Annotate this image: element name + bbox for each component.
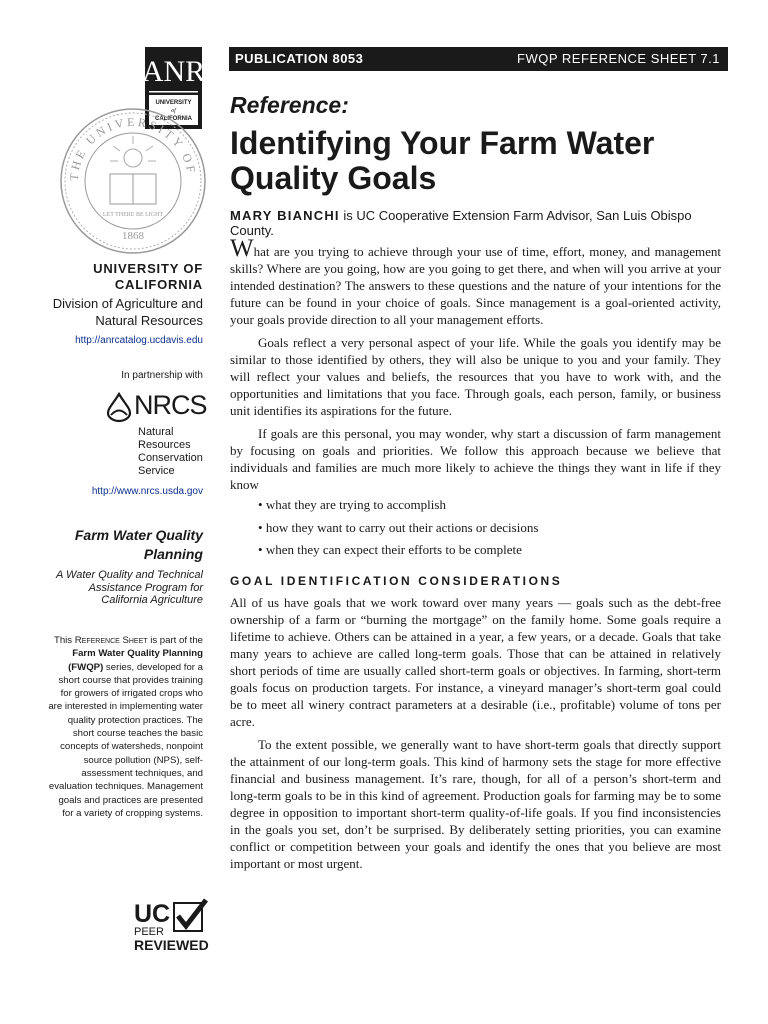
nrcs-line-1: Natural [138, 426, 174, 438]
section-heading: GOAL IDENTIFICATION CONSIDERATIONS [230, 574, 563, 588]
reference-sheet-number: FWQP REFERENCE SHEET 7.1 [517, 51, 720, 66]
paragraph-5: To the extent possible, we generally want to have short-term goals that directly support the attainment of our long-term goals. This kind of harmony sets the stage for more effective financial and business management. It’s rare, though, for all of a person’s short-term and long-term goals to be in this kind of agreement. Production goals for farming may be to some degree in opposition to important short-term quality-of-life goals. If you find inconsistencies in the goals you set, don’t be surprised. By deliberately setting priorities, you can examine conflict or competition between your goals and identify the ones that you believe are most important or most urgent. [230, 737, 721, 871]
nrcs-link[interactable]: http://www.nrcs.usda.gov [91, 486, 203, 497]
logo-text: ANR [141, 55, 206, 88]
blurb-text-c: series, developed for a short course that provides training for growers of irrigated crops who are interested in implementing water quality protection practices. The short course teaches the basic concepts of watersheds, nonpoint source pollution (NPS), self-assessment techniques, and evaluation techniques. Management goals and practices are presented for a variety of cropping systems. [48, 661, 203, 819]
author-line [230, 208, 730, 238]
author-name: MARY BIANCHI [230, 208, 340, 223]
list-item: • how they want to carry out their actions or decisions [258, 519, 721, 536]
program-title: Farm Water Quality Planning [74, 527, 203, 562]
main-body [230, 235, 721, 872]
nrcs-line-4: Service [138, 465, 175, 477]
paragraph-1 [230, 235, 721, 328]
nrcs-logo [105, 390, 205, 480]
logo-sub-3: CALIFORNIA [155, 116, 192, 122]
peer-line-2: PEER [134, 926, 164, 938]
publication-number: PUBLICATION 8053 [235, 51, 364, 66]
publication-bar [229, 47, 728, 71]
series-blurb [48, 634, 203, 820]
nrcs-wordmark: NRCS [134, 390, 207, 420]
blurb-text-a: This [53, 635, 75, 646]
uc-peer-reviewed-badge [134, 898, 216, 954]
logo-sub-2: of [171, 108, 176, 114]
program-subtitle: A Water Quality and Technical Assistance Program for California Agriculture [56, 569, 203, 606]
peer-line-1: UC [134, 900, 171, 928]
blurb-text-b: is part of the [147, 635, 203, 646]
list-item: • what they are trying to accomplish [258, 496, 721, 513]
paragraph-1-text: hat are you trying to achieve through your use of time, effort, money, and management skills? Where are you going, how are you going to get there, and when will you arrive at your intended destination? The answers to these questions and the nature of your intentions for the future can be found in your choice of goals. Since management is a goal-oriented activity, your goals provide direction to all your management efforts. [230, 244, 721, 327]
logo-sub-1: UNIVERSITY [155, 100, 192, 106]
seal-motto: LET THERE BE LIGHT [102, 212, 164, 218]
sidebar-university: UNIVERSITY OF CALIFORNIA [93, 261, 203, 292]
peer-line-3: REVIEWED [134, 937, 209, 953]
seal-top-text: THE UNIVERSITY OF [66, 114, 199, 182]
water-drop-icon [105, 392, 133, 422]
university-seal [58, 106, 208, 256]
paragraph-3: If goals are this personal, you may wonder, why start a discussion of farm management by focusing on goals and priorities. We follow this approach because we believe that individuals and families are much more likely to achieve the things they want in life if they know [230, 426, 721, 492]
paragraph-2: Goals reflect a very personal aspect of your life. While the goals you identify may be similar to those identified by others, they will also be unique to you and your family. They will reflect your values and beliefs, the resources that you have to work with, and the opportunities and limitations that you face. Through goals, each person, family, or business unit identifies its aspirations for the future. [230, 335, 721, 418]
nrcs-line-2: Resources [138, 439, 191, 451]
list-item: • when they can expect their efforts to be complete [258, 541, 721, 558]
drop-cap: W [230, 235, 254, 262]
division-link[interactable]: http://anrcatalog.ucdavis.edu [75, 335, 203, 346]
blurb-ref-sheet: Reference Sheet [74, 635, 148, 646]
nrcs-line-3: Conservation [138, 452, 203, 464]
bullet-list [230, 496, 721, 558]
blurb-program: Farm Water Quality Planning (FWQP) [68, 648, 203, 673]
svg-text:THE UNIVERSITY OF CALIFORNIA [58, 106, 199, 182]
page-title: Identifying Your Farm Water Quality Goals [230, 125, 655, 196]
title-kicker: Reference: [230, 92, 349, 118]
partnership-label: In partnership with [121, 370, 203, 381]
author-affiliation: is UC Cooperative Extension Farm Advisor, San Luis Obispo County. [230, 208, 692, 238]
paragraph-4: All of us have goals that we work toward over many years — goals such as the debt-free ownership of a farm or “burning the mortgage” on the family home. Some goals require a lifetime to achieve. Others can be attained in a year, a few years, or a decade. Goals that take many years to achieve are called long-term goals. Those that can be attained in relatively short periods of time are usually called short-term goals or objectives. In farming, short-term goals focus on production targets. For instance, a vineyard manager’s short-term goal could be to meet all winery contract parameters at a desirable (i.e., profitable) volume of tons per acre. [230, 595, 721, 729]
sidebar-division: Division of Agriculture and Natural Resources [52, 296, 203, 328]
seal-year: 1868 [122, 230, 144, 242]
